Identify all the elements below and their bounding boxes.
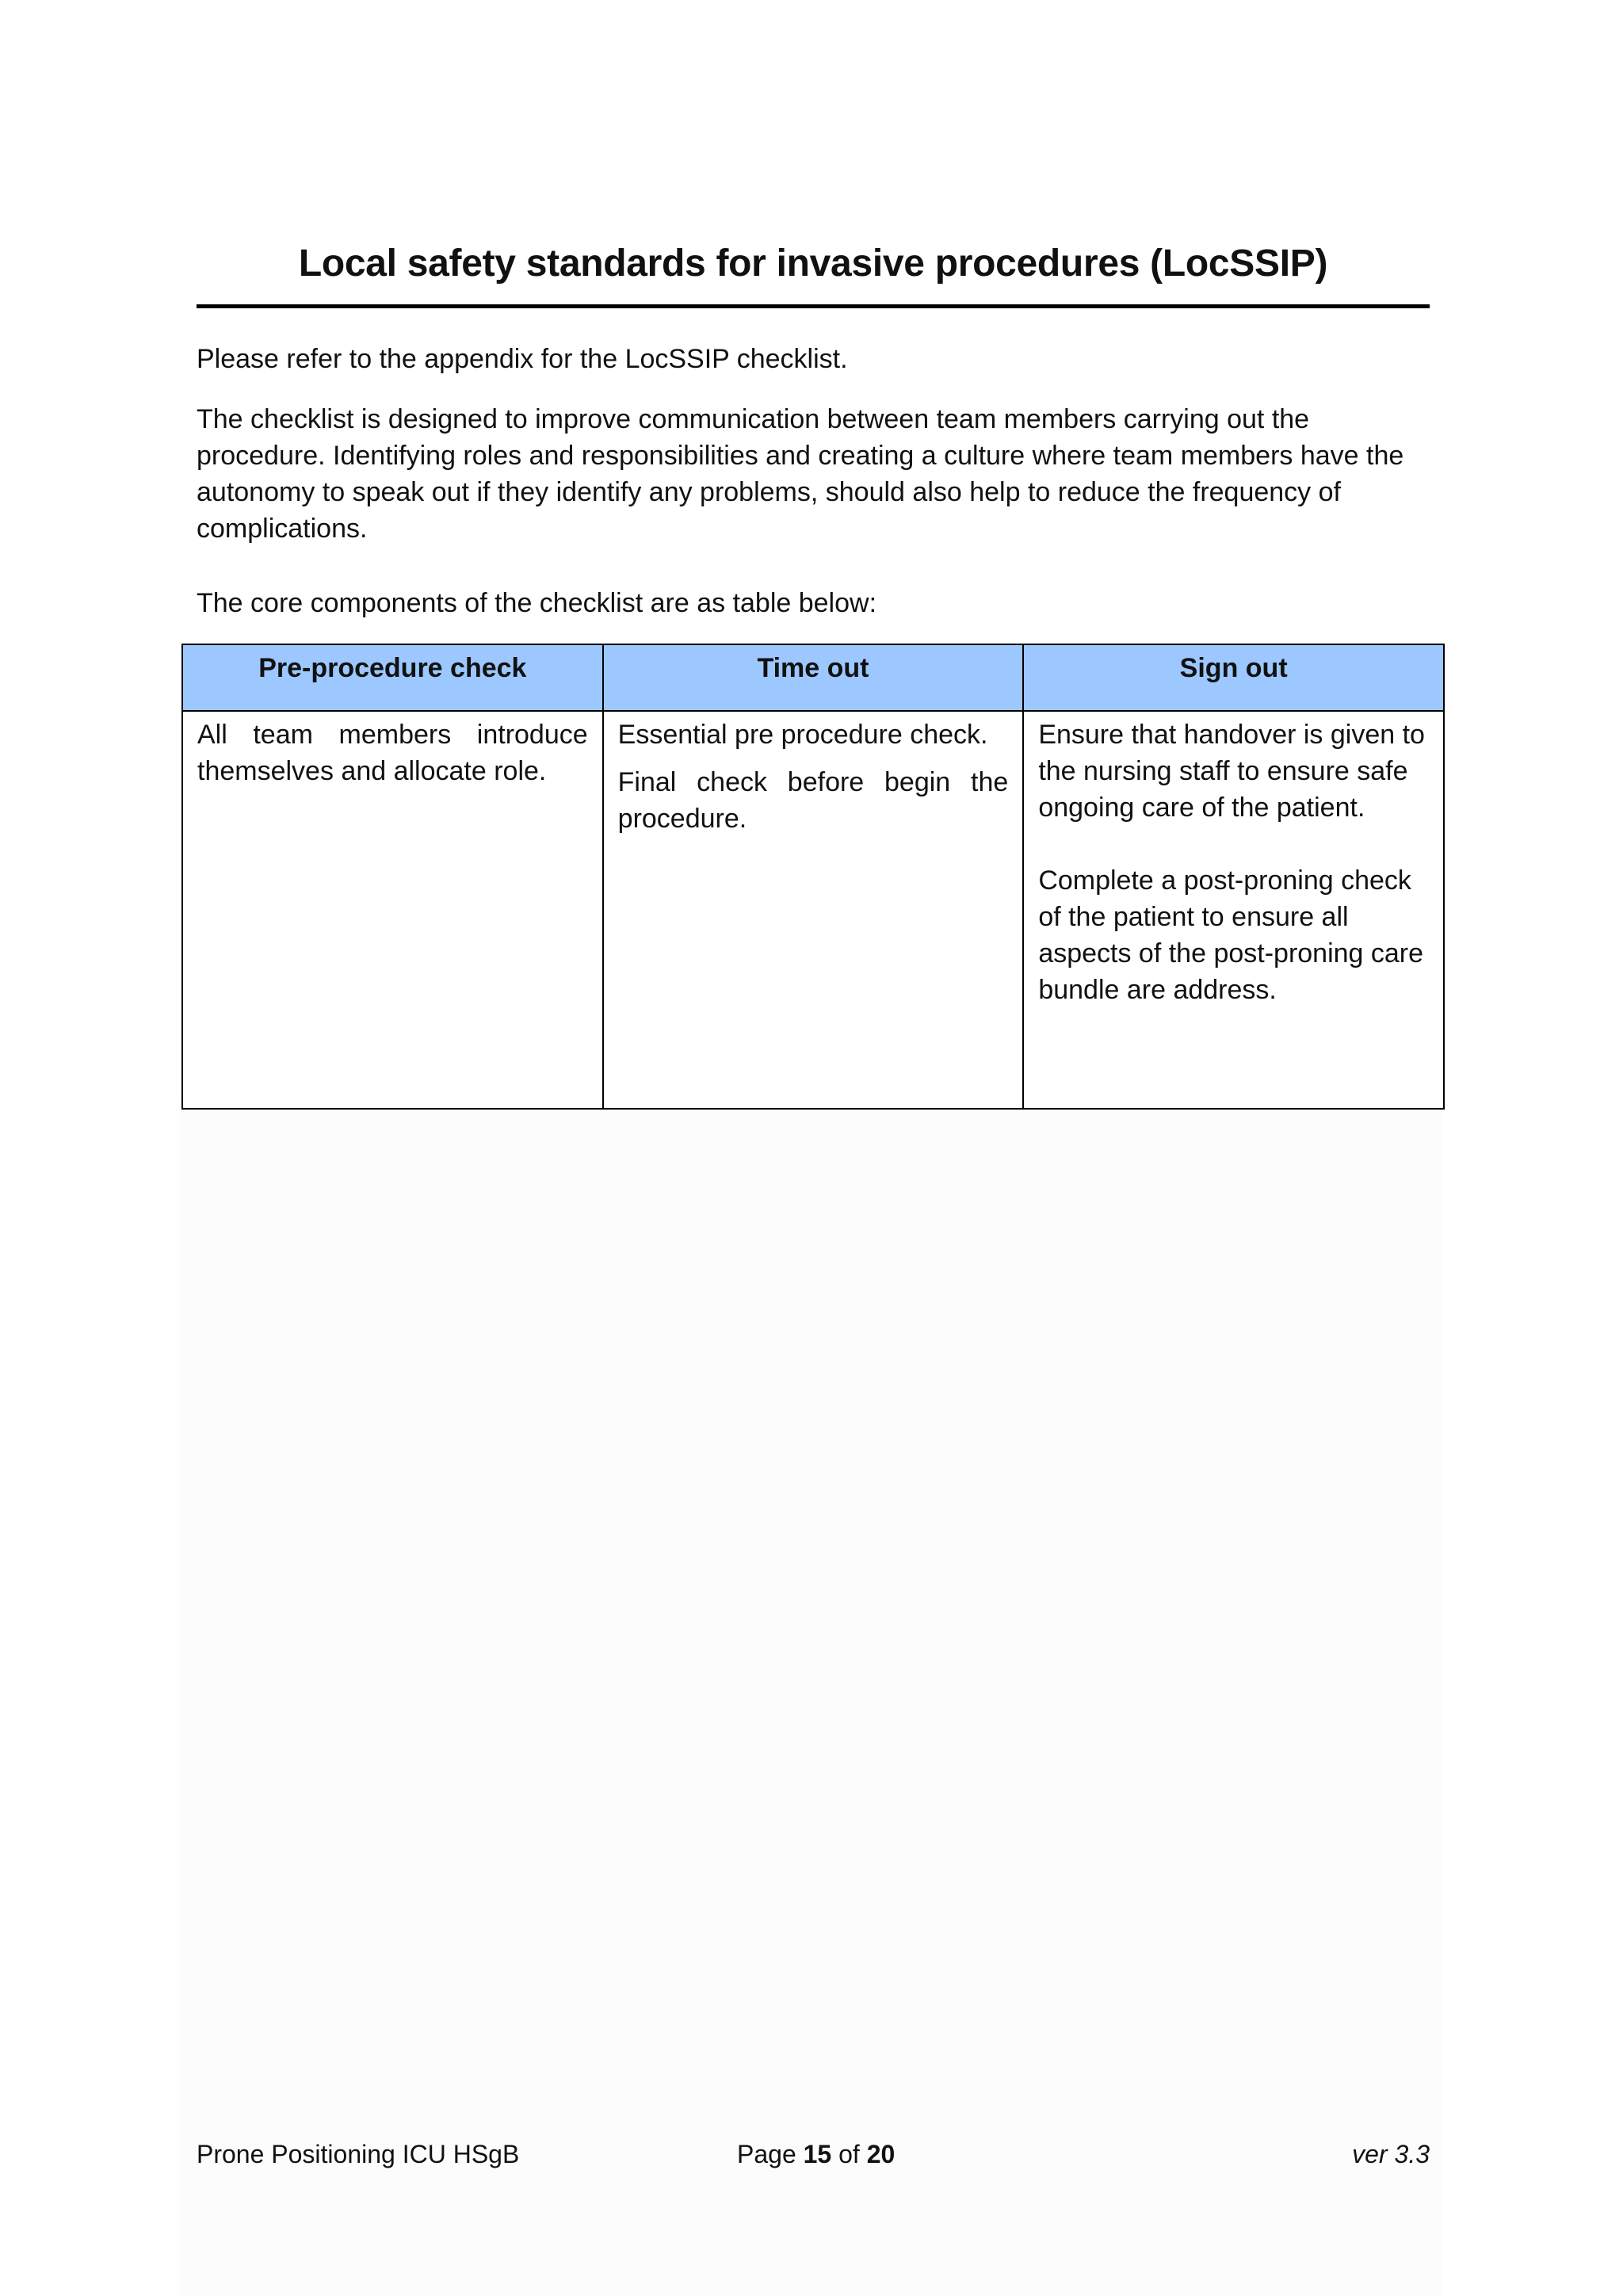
sign-out-item-2: Complete a post-proning check of the patient to ensure all aspects of the post-proning care bundle are address. [1038,865,1424,1005]
cell-sign-out [1023,711,1444,1109]
title-rule [197,304,1430,308]
checklist-table [181,644,1445,1110]
sign-out-item-1: Ensure that handover is given to the nursing staff to ensure safe ongoing care of the patient. [1038,720,1425,823]
description-paragraph: The checklist is designed to improve communication between team members carrying out the procedure. Identifying roles and responsibilities and creating a culture where team members have the autonomy to speak out if they identify any problems, should also help to reduce the frequency of complications. [197,404,1404,544]
time-out-item-2: Final check before begin the procedure. [617,767,1009,834]
header-time-out: Time out [603,644,1024,711]
footer-page-word: Page [737,2140,796,2168]
footer-page-current: 15 [803,2140,832,2168]
header-pre-procedure-check: Pre-procedure check [182,644,603,711]
footer-page-number [737,2137,895,2172]
footer-page-total: 20 [866,2140,896,2168]
pre-procedure-text: All team members introduce themselves and allocate role. [197,720,588,786]
table-header-row [182,644,1444,711]
page-title: Local safety standards for invasive procedures (LocSSIP) [298,243,1328,285]
page-background-tint [181,1094,1442,2296]
time-out-item-1: Essential pre procedure check. [617,720,988,750]
header-sign-out: Sign out [1023,644,1444,711]
intro-paragraph: Please refer to the appendix for the LocSSIP checklist. [197,344,848,374]
footer-version: ver 3.3 [1352,2140,1430,2168]
table-row [182,711,1444,1109]
cell-pre-procedure [182,711,603,1109]
footer-document-name: Prone Positioning ICU HSgB [197,2140,520,2168]
footer-of-word: of [838,2140,860,2168]
table-lead-paragraph: The core components of the checklist are as table below: [197,588,877,618]
cell-time-out [603,711,1024,1109]
